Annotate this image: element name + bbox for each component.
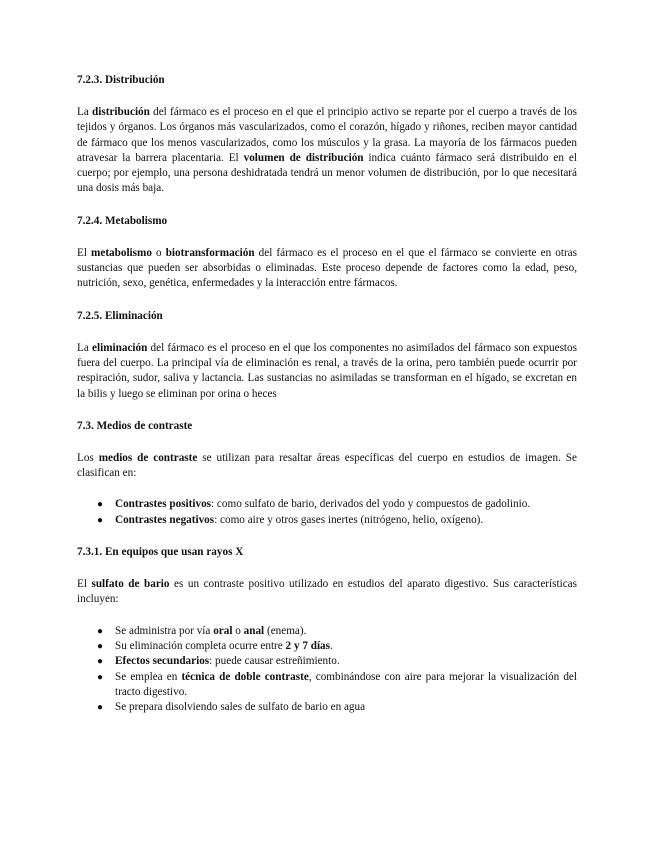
contrast-types-list [77, 497, 577, 528]
paragraph-metabolismo: El metabolismo o biotransformación del fármaco es el proceso en el que el fármaco se convierte en otras sustancias que pueden ser absorbidas o eliminadas. Este proceso depende de factores como la edad, peso, nutrición, sexo, genética, enfermedades y la interacción entre fármacos. [77, 246, 577, 290]
bullet-icon: ● [97, 514, 104, 526]
bullet-icon: ● [97, 499, 104, 511]
bullet-icon: ● [97, 640, 104, 652]
list-item: ● Efectos secundarios: puede causar estreñimiento. [77, 654, 577, 669]
list-item: ● Se prepara disolviendo sales de sulfato de bario en agua [77, 700, 577, 715]
paragraph-eliminacion: La eliminación del fármaco es el proceso en el que los componentes no asimilados del fármaco son expuestos fuera del cuerpo. La principal vía de eliminación es renal, a través de la orina, pero también puede ocurrir por respiración, sudor, saliva y lactancia. Las sustancias no asimiladas se transforman en el hígado, se excretan en la bilis y luego se eliminan por orina o heces [77, 341, 577, 400]
list-item: ● Su eliminación completa ocurre entre 2 y 7 días. [77, 639, 577, 654]
paragraph-medios-de-contraste: Los medios de contraste se utilizan para resaltar áreas específicas del cuerpo en estudios de imagen. Se clasifican en: [77, 451, 577, 480]
section-heading-rayos-x: 7.3.1. En equipos que usan rayos X [77, 546, 244, 559]
list-item: ● Se emplea en técnica de doble contraste, combinándose con aire para mejorar la visualización del tracto digestivo. [97, 670, 577, 698]
barium-characteristics-list [77, 624, 577, 716]
section-heading-eliminacion: 7.2.5. Eliminación [77, 309, 163, 322]
paragraph-distribucion: La distribución del fármaco es el proceso en el que el principio activo se reparte por el cuerpo a través de los tejidos y órganos. Los órganos más vascularizados, como el corazón, hígado y riñones, reciben mayor cantidad de fármaco que los menos vascularizados, como los músculos y la grasa. La mayoría de los fármacos pueden atravesar la barrera placentaria. El volumen de distribución indica cuánto fármaco será distribuido en el cuerpo; por ejemplo, una persona deshidratada tendrá un menor volumen de distribución, por lo que necesitará una dosis más baja. [77, 106, 577, 195]
bullet-icon: ● [97, 625, 104, 637]
section-heading-medios-de-contraste: 7.3. Medios de contraste [77, 419, 193, 432]
paragraph-sulfato-de-bario: El sulfato de bario es un contraste positivo utilizado en estudios del aparato digestivo. Sus características incluyen: [77, 578, 577, 606]
list-item: ● Contrastes positivos: como sulfato de bario, derivados del yodo y compuestos de gadolinio. [77, 497, 577, 512]
section-heading-metabolismo: 7.2.4. Metabolismo [77, 214, 168, 227]
section-heading-distribucion: 7.2.3. Distribución [77, 74, 165, 86]
list-item: ● Contrastes negativos: como aire y otros gases inertes (nitrógeno, helio, oxígeno). [77, 513, 577, 528]
bullet-icon: ● [97, 671, 104, 683]
bullet-icon: ● [97, 702, 104, 714]
bullet-icon: ● [97, 656, 104, 668]
list-item: ● Se administra por vía oral o anal (enema). [77, 624, 577, 639]
